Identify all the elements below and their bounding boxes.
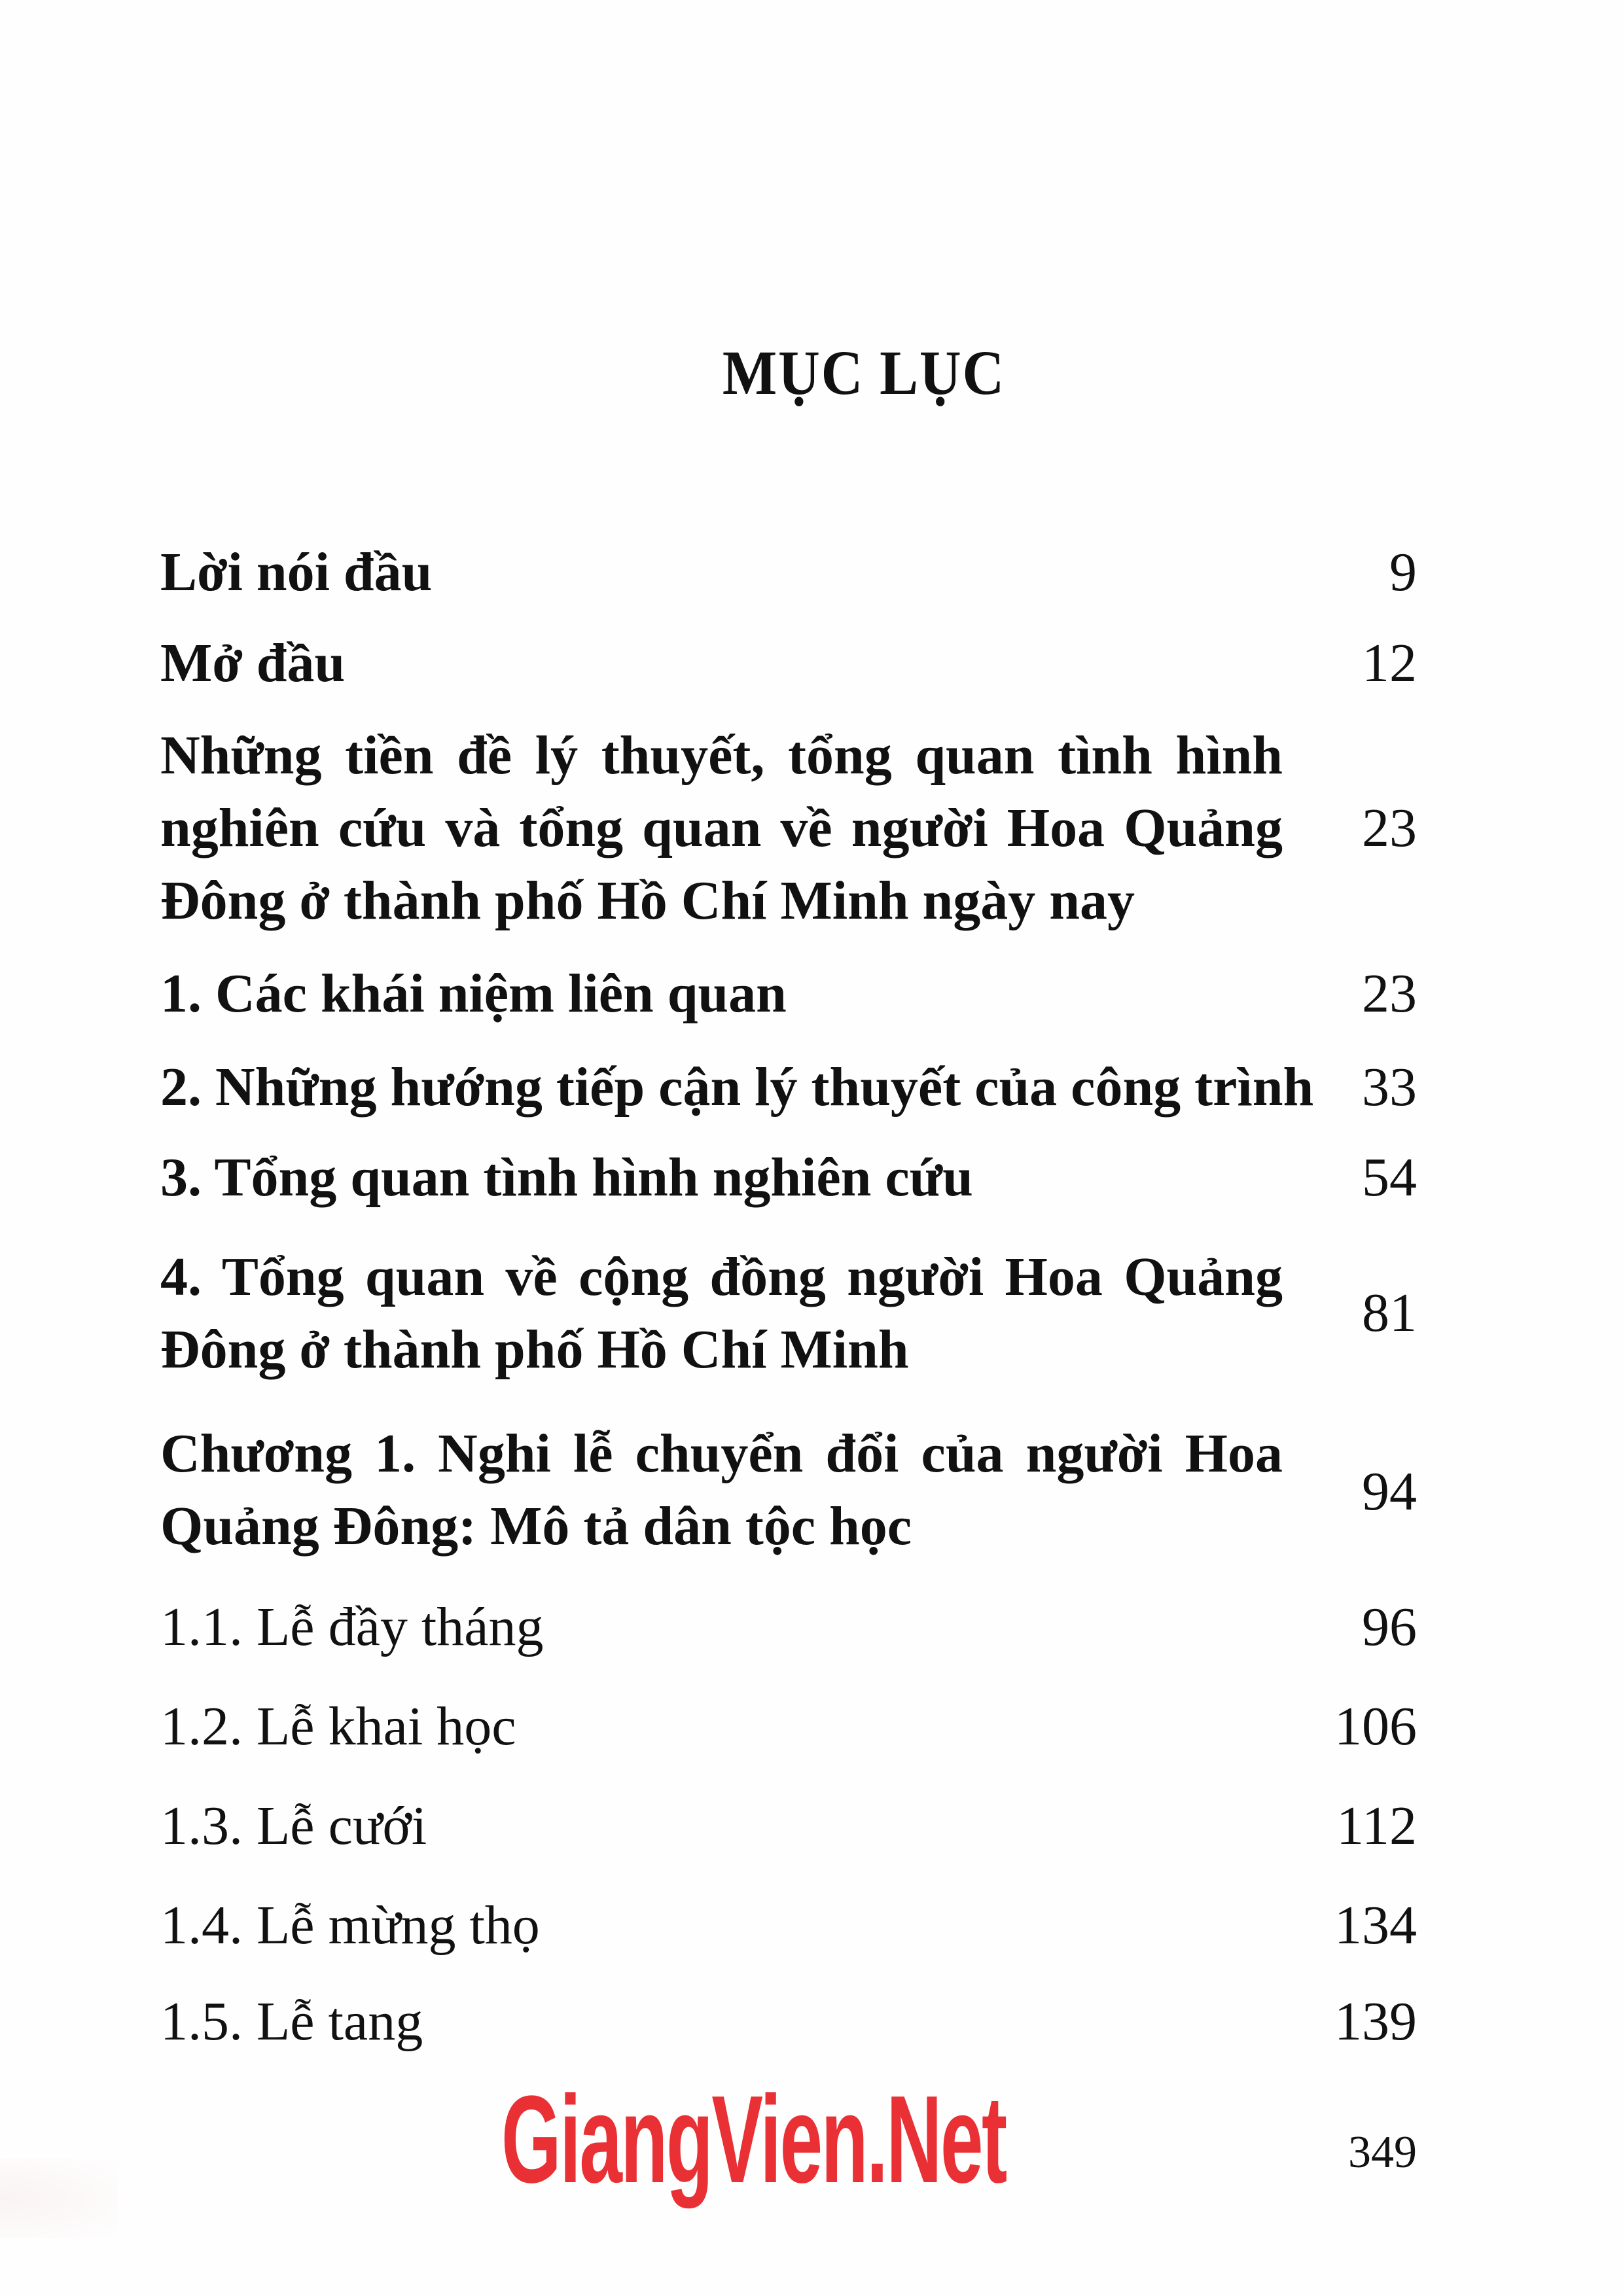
toc-entry-page: 96: [1362, 1597, 1417, 1657]
toc-entry-page: 54: [1362, 1147, 1417, 1208]
toc-entry-page: 9: [1389, 542, 1417, 603]
toc-entry-page: 94: [1362, 1461, 1417, 1522]
toc-entry-page: 139: [1334, 1991, 1417, 2052]
toc-entry-page: 134: [1334, 1895, 1417, 1956]
toc-entry-label: 2. Những hướng tiếp cận lý thuyết của công trình: [160, 1057, 1314, 1118]
toc-entry-label: Những tiền đề lý thuyết, tổng quan tình hình nghiên cứu và tổng quan về người Hoa Quảng Đông ở thành phố Hồ Chí Minh ngày nay: [160, 725, 1283, 931]
page-number: 349: [1348, 2127, 1417, 2178]
toc-entry-label: 3. Tổng quan tình hình nghiên cứu: [160, 1147, 973, 1208]
toc-entry-page: 23: [1362, 963, 1417, 1024]
toc-entry-label: 1.1. Lễ đầy tháng: [160, 1597, 544, 1657]
toc-entry-label: Mở đầu: [160, 633, 346, 694]
toc-entry-page: 112: [1336, 1795, 1417, 1856]
toc-entry-label: 1.2. Lễ khai học: [160, 1696, 516, 1757]
toc-entry-page: 106: [1334, 1696, 1417, 1757]
toc-entry-label: 1.3. Lễ cưới: [160, 1795, 427, 1856]
toc-entry-label: 4. Tổng quan về cộng đồng người Hoa Quảng Đông ở thành phố Hồ Chí Minh: [160, 1246, 1283, 1380]
toc-entry-page: 33: [1362, 1057, 1417, 1118]
toc-entry-page: 12: [1362, 633, 1417, 694]
watermark: GiangVien.Net: [501, 2070, 1006, 2209]
toc-entry-page: 23: [1362, 798, 1417, 858]
toc-entry-label: Lời nói đầu: [160, 542, 433, 603]
toc-entry-label: 1.4. Lễ mừng thọ: [160, 1895, 540, 1956]
page-title: MỤC LỤC: [722, 338, 1006, 408]
toc-entry-label: 1. Các khái niệm liên quan: [160, 963, 787, 1024]
scan-shadow: [0, 2159, 118, 2238]
toc-entry-label: Chương 1. Nghi lễ chuyển đổi của người Hoa Quảng Đông: Mô tả dân tộc học: [160, 1423, 1283, 1557]
toc-entry-label: 1.5. Lễ tang: [160, 1991, 423, 2052]
toc-entry-page: 81: [1362, 1282, 1417, 1343]
